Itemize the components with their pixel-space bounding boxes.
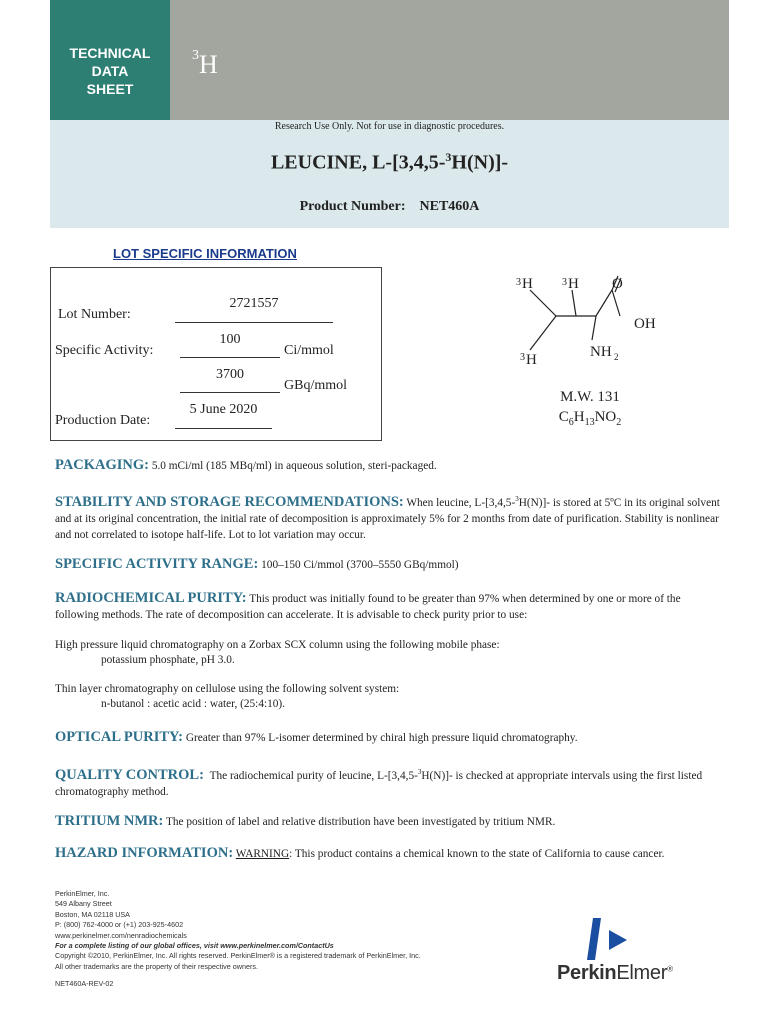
amine-label: NH (590, 344, 612, 360)
optical-purity-heading: OPTICAL PURITY: (55, 729, 183, 745)
hazard-text: : This product contains a chemical known to the state of California to cause cancer. (289, 848, 665, 860)
lot-info-heading: LOT SPECIFIC INFORMATION (113, 246, 297, 261)
production-date-label: Production Date: (55, 413, 151, 428)
product-number: Product Number: NET460A (299, 199, 480, 214)
stability-section: STABILITY AND STORAGE RECOMMENDATIONS: When leucine, L-[3,4,5-$^3$H(N)]- is stored at 5ºC in its original solvent and at its original concentration, the initial rate of decomposition is approximately 5% for 2 months from date of purification. Stability is nonlinear and not correlated to isotope half-life. Lot to lot variation may occur. (55, 493, 720, 541)
tritium-nmr-heading: TRITIUM NMR: (55, 813, 164, 829)
amine-subscript: 2 (614, 352, 619, 362)
quality-control-section: QUALITY CONTROL: The radiochemical purity of leucine, L-[3,4,5-$^3$H(N)]- is checked at appropriate intervals using the first listed chromatography method. (55, 766, 703, 798)
quality-control-heading: QUALITY CONTROL: (55, 766, 204, 783)
radiochemical-purity-text: This product was initially found to be greater than 97% when determined by one or more of the following methods. The rate of decomposition can accelerate. It is advisable to check purity prior to use: (55, 593, 681, 621)
document-revision: NET460A-REV-02 (55, 979, 114, 988)
specific-activity-gbq-unit: GBq/mmol (284, 378, 348, 393)
lot-number-value: 2721557 (229, 296, 279, 311)
production-date-value: 5 June 2020 (189, 402, 258, 417)
footer-trademarks: All other trademarks are the property of their respective owners. (55, 961, 258, 971)
leucine-structure-diagram (500, 268, 700, 380)
hazard-warning: WARNING (235, 848, 290, 860)
packaging-heading: PACKAGING: (55, 457, 149, 473)
specific-activity-gbq-value: 3700 (216, 367, 244, 382)
tritium-label-2: H (568, 276, 579, 292)
tritium-nmr-section (55, 813, 727, 830)
specific-activity-range-section (55, 556, 727, 573)
specific-activity-value: 100 (219, 332, 241, 347)
perkinelmer-logo-text: PerkinElmer® (557, 962, 673, 984)
stability-heading: STABILITY AND STORAGE RECOMMENDATIONS: (55, 493, 404, 510)
packaging-text: 5.0 mCi/ml (185 MBq/ml) in aqueous solution, steri-packaged. (151, 460, 437, 472)
production-date-line (175, 428, 272, 429)
hazard-section (55, 845, 727, 862)
tritium-label-1: H (522, 276, 533, 292)
tritium-label-1-sup: 3 (516, 277, 521, 288)
specific-activity-range-heading: SPECIFIC ACTIVITY RANGE: (55, 556, 259, 572)
optical-purity-text: Greater than 97% L-isomer determined by chiral high pressure liquid chromatography. (185, 732, 578, 744)
footer-address: PerkinElmer, Inc. 549 Albany Street Boston, MA 02118 USA P: (800) 762-4000 or (+1) 203-925-4602 www.perkinelmer.com/nenradiochemicals For a complete listing of our global offices, visit www.perkinelmer.com/ContactUs Copyright ©2010, PerkinElmer, Inc. All rights reserved. PerkinElmer® is a registered trademark of PerkinElmer, Inc. All other trademarks are the property of their respective owners. (55, 889, 475, 972)
specific-activity-line (180, 357, 280, 358)
specific-activity-range-text: 100–150 Ci/mmol (3700–5550 GBq/mmol) (261, 559, 459, 571)
technical-data-sheet-label: TECHNICAL DATA SHEET (69, 45, 151, 97)
header-bar (170, 0, 729, 120)
packaging-section (55, 457, 727, 474)
specific-activity-gbq-line (180, 392, 280, 393)
hydroxyl-label: OH (634, 316, 656, 332)
product-title: LEUCINE, L-[3,4,5-$^3$H(N)]- (270, 150, 509, 174)
footer-copyright: Copyright ©2010, PerkinElmer, Inc. All rights reserved. PerkinElmer® is a registered trademark of PerkinElmer, Inc. (55, 951, 421, 961)
logo-arrow-icon (609, 930, 627, 950)
radiochemical-purity-heading: RADIOCHEMICAL PURITY: (55, 590, 247, 606)
tritium-label-2-sup: 3 (562, 277, 567, 288)
specific-activity-unit: Ci/mmol (284, 343, 334, 358)
lot-number-label: Lot Number: (58, 307, 131, 322)
molecular-formula: $C_6H_{13}NO_2$ (558, 409, 622, 428)
footer-website-link[interactable]: www.perkinelmer.com/nenradiochemicals (55, 930, 187, 940)
tritium-nmr-text: The position of label and relative distribution have been investigated by tritium NMR. (165, 816, 556, 828)
specific-activity-label: Specific Activity: (55, 343, 154, 358)
tlc-method: Thin layer chromatography on cellulose using the following solvent system: n-butanol : acetic acid : water, (25:4:10). (55, 683, 400, 710)
hplc-method: High pressure liquid chromatography on a Zorbax SCX column using the following mobile phase: potassium phosphate, pH 3.0. (55, 639, 500, 666)
research-use-note: Research Use Only. Not for use in diagnostic procedures. (274, 121, 505, 132)
logo-bar-icon (587, 918, 601, 960)
tritium-label-3-sup: 3 (520, 352, 525, 363)
oxygen-label: O (612, 276, 623, 292)
radiochemical-purity-section (55, 590, 727, 623)
optical-purity-section (55, 729, 727, 746)
tritium-label-3: H (526, 352, 537, 368)
footer-offices-link[interactable]: For a complete listing of our global offices, visit www.perkinelmer.com/ContactUs (55, 941, 334, 951)
molecular-weight: M.W. 131 (560, 389, 620, 405)
molecular-weight-block (520, 387, 660, 433)
hazard-heading: HAZARD INFORMATION: (55, 845, 234, 861)
lot-number-line (175, 322, 333, 323)
isotope-symbol: $^3$H (192, 48, 218, 79)
